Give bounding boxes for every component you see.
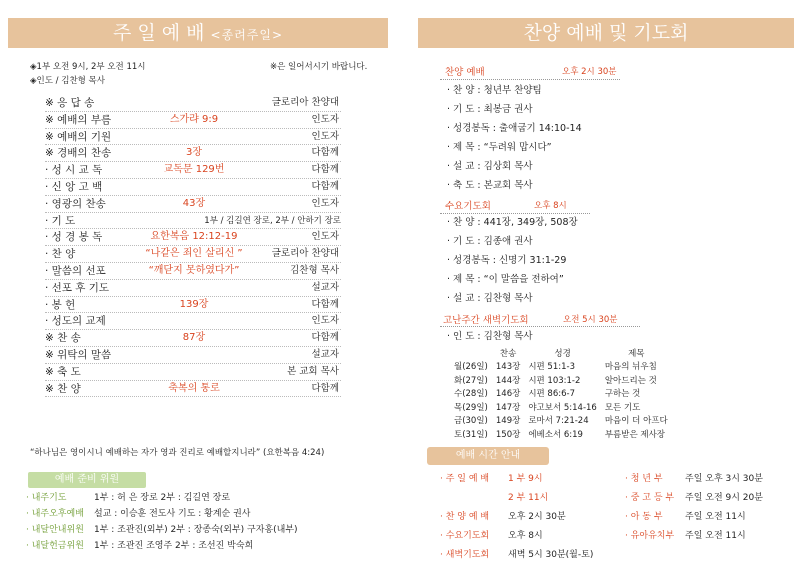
order-item-person: 인도자 <box>311 130 339 142</box>
wednesday-title: 수요기도회 <box>445 201 491 212</box>
scripture-quote: “하나님은 영이시니 예배하는 자가 영과 진리로 예배할지니라” (요한복음 4:24) <box>30 448 325 458</box>
wednesday-time: 오후 8시 <box>534 201 567 211</box>
schedule-label: · 수요기도회 <box>440 531 490 541</box>
order-item-name: ※ 찬 송 <box>45 332 81 345</box>
dawn-row <box>450 414 672 428</box>
schedule-time: 주일 오후 3시 30분 <box>685 474 763 484</box>
divider <box>440 79 620 80</box>
dawn-cell: 시편 86:6-7 <box>528 389 575 400</box>
order-item-name: · 찬 양 <box>45 248 76 261</box>
dawn-time: 오전 5시 30분 <box>563 315 618 325</box>
order-row <box>45 179 341 196</box>
service-item: · 성경봉독 : 출애굽기 14:10-14 <box>447 123 582 134</box>
order-row <box>45 213 341 230</box>
dawn-schedule <box>450 346 672 441</box>
order-item-name: · 신 앙 고 백 <box>45 180 103 193</box>
schedule-left <box>440 470 640 565</box>
committee-title: 예배 준비 위원 <box>28 472 146 488</box>
dawn-row <box>450 427 672 441</box>
committee-row <box>26 522 386 538</box>
order-item-person: 인도자 <box>311 315 339 327</box>
schedule-label: · 유아유치부 <box>625 531 675 541</box>
schedule-time: 주일 오전 9시 20분 <box>685 493 763 503</box>
schedule-row <box>440 527 640 546</box>
order-row <box>45 381 341 398</box>
banner-subtitle: <종려주일> <box>210 28 284 42</box>
order-item-person: 인도자 <box>311 231 339 243</box>
order-item-content: 43장 <box>182 197 206 209</box>
service-item: · 기 도 : 최봉금 권사 <box>447 104 533 115</box>
order-item-name: ※ 경배의 찬송 <box>45 147 112 160</box>
dawn-cell: 구하는 것 <box>604 389 641 400</box>
committee-row <box>26 506 386 522</box>
service-item: · 기 도 : 김종애 권사 <box>447 236 533 247</box>
committee-label: · 내달헌금위원 <box>26 541 84 551</box>
service-item: · 설 교 : 김상회 목사 <box>447 161 533 172</box>
order-item-name: ※ 예배의 기원 <box>45 130 112 143</box>
dawn-cell: 로마서 7:21-24 <box>528 416 589 427</box>
schedule-label: · 아 동 부 <box>625 512 663 522</box>
order-item-content: “나같은 죄인 살리신 ” <box>145 248 243 260</box>
schedule-row <box>625 508 795 527</box>
committee-row <box>26 538 386 554</box>
order-row <box>45 246 341 263</box>
dawn-cell: 모든 기도 <box>604 402 641 413</box>
order-item-name: · 성 경 봉 독 <box>45 231 103 244</box>
dawn-header-cell: 성경 <box>554 348 571 359</box>
order-row <box>45 297 341 314</box>
schedule-row <box>440 470 640 489</box>
order-row <box>45 364 341 381</box>
schedule-time: 주일 오전 11시 <box>685 531 746 541</box>
dawn-cell: 월(26일) <box>454 362 488 373</box>
order-item-name: ※ 찬 양 <box>45 382 81 395</box>
order-item-name: ※ 응 답 송 <box>45 97 95 109</box>
service-times: ◈1부 오전 9시, 2부 오전 11시 <box>30 62 146 72</box>
order-item-content: 87장 <box>182 332 206 344</box>
service-item: · 제 목 : “이 말씀을 전하여” <box>447 274 564 285</box>
order-item-name: · 성도의 교제 <box>45 315 106 328</box>
service-item: · 설 교 : 김찬형 목사 <box>447 293 533 304</box>
order-item-person: 인도자 <box>311 113 339 125</box>
order-row <box>45 347 341 364</box>
praise-title: 찬양 예배 <box>445 67 485 78</box>
schedule-label: · 주 일 예 배 <box>440 474 490 484</box>
dawn-cell: 알아드리는 것 <box>604 375 657 386</box>
committee-value: 1부 : 조관진(외부) 2부 : 장종숙(외부) 구자홍(내부) <box>94 525 298 535</box>
order-item-content: 요한복음 12:12-19 <box>150 231 238 243</box>
dawn-cell: 150장 <box>495 429 521 440</box>
order-row <box>45 162 341 179</box>
committee-label: · 내달안내위원 <box>26 525 84 535</box>
schedule-label: · 중 고 등 부 <box>625 493 675 503</box>
order-item-content: 1부 / 김길연 장로, 2부 / 안하기 장로 <box>204 215 341 226</box>
schedule-right <box>625 470 795 546</box>
order-item-name: · 영광의 찬송 <box>45 197 106 210</box>
dawn-cell: 수(28일) <box>454 389 488 400</box>
dawn-cell: 목(29일) <box>454 402 488 413</box>
schedule-time: 새벽 5시 30분(월-토) <box>508 550 594 560</box>
order-item-name: · 말씀의 선포 <box>45 264 106 277</box>
order-of-worship <box>45 95 341 397</box>
order-item-person: 다함께 <box>311 164 339 176</box>
order-row <box>45 95 341 112</box>
order-row <box>45 229 341 246</box>
schedule-row <box>625 489 795 508</box>
order-item-person: 인도자 <box>311 197 339 209</box>
dawn-cell: 금(30일) <box>454 416 488 427</box>
committee-value: 설교 : 이승훈 전도사 기도 : 황계순 권사 <box>94 509 251 519</box>
dawn-cell: 마음이 더 아프다 <box>604 416 668 427</box>
order-item-name: · 기 도 <box>45 214 76 227</box>
order-item-person: 글로리아 찬양대 <box>271 97 339 108</box>
order-item-name: · 봉 헌 <box>45 298 76 311</box>
order-row <box>45 145 341 162</box>
committee-value: 1부 : 허 은 장로 2부 : 김길연 장로 <box>94 493 231 503</box>
dawn-cell: 에베소서 6:19 <box>528 429 583 440</box>
schedule-row <box>440 508 640 527</box>
service-item: · 찬 양 : 441장, 349장, 508장 <box>447 217 578 228</box>
wednesday-items <box>447 213 578 308</box>
dawn-cell: 마음의 뉘우침 <box>604 362 657 373</box>
dawn-cell: 시편 51:1-3 <box>528 362 575 373</box>
standing-note: ※은 일어서시기 바랍니다. <box>270 62 368 72</box>
order-item-person: 본 교회 목사 <box>287 365 339 377</box>
schedule-row <box>625 470 795 489</box>
dawn-leader <box>447 327 533 346</box>
dawn-leader-text: · 인 도 : 김찬형 목사 <box>447 331 533 342</box>
dawn-cell: 147장 <box>495 402 521 413</box>
order-item-name: ※ 축 도 <box>45 365 81 378</box>
order-item-person: 다함께 <box>311 332 339 344</box>
schedule-label: · 찬 양 예 배 <box>440 512 490 522</box>
order-item-content: 스가랴 9:9 <box>169 113 219 125</box>
committee-list <box>26 490 386 554</box>
schedule-row <box>440 546 640 565</box>
banner-title: 주 일 예 배 <box>112 22 205 44</box>
order-item-person: 설교자 <box>311 281 339 293</box>
dawn-cell: 시편 103:1-2 <box>528 375 581 386</box>
order-row <box>45 280 341 297</box>
service-item: · 축 도 : 본교회 목사 <box>447 180 533 191</box>
order-item-person: 김찬형 목사 <box>290 264 339 276</box>
sunday-worship-banner <box>8 18 388 48</box>
schedule-time: 2 부 11시 <box>508 493 549 503</box>
dawn-row <box>450 400 672 414</box>
dawn-cell: 146장 <box>495 389 521 400</box>
dawn-cell: 부름받은 제사장 <box>604 429 666 440</box>
order-item-name: · 선포 후 기도 <box>45 281 110 294</box>
dawn-cell: 143장 <box>495 362 521 373</box>
order-item-person: 설교자 <box>311 348 339 360</box>
order-row <box>45 313 341 330</box>
dawn-header-cell: 찬송 <box>499 348 517 359</box>
order-item-name: ※ 위탁의 말씀 <box>45 348 112 361</box>
committee-row <box>26 490 386 506</box>
order-item-content: 3장 <box>185 147 203 159</box>
dawn-title: 고난주간 새벽기도회 <box>443 315 529 326</box>
schedule-row <box>440 489 640 508</box>
schedule-time: 오후 2시 30분 <box>508 512 566 522</box>
dawn-row <box>450 387 672 401</box>
committee-label: · 내주오후예배 <box>26 509 84 519</box>
dawn-table <box>450 346 672 441</box>
order-row <box>45 330 341 347</box>
leader-line: ◈인도 / 김찬형 목사 <box>30 76 105 86</box>
order-item-content: 139장 <box>179 298 209 310</box>
schedule-row <box>625 527 795 546</box>
schedule-title: 예배 시간 안내 <box>427 447 549 465</box>
order-item-name: ※ 예배의 부름 <box>45 113 112 126</box>
committee-label: · 내주기도 <box>26 493 67 503</box>
praise-banner: 찬양 예배 및 기도회 <box>418 18 794 48</box>
order-item-person: 다함께 <box>311 382 339 394</box>
dawn-header-cell: 제목 <box>628 348 645 359</box>
order-item-person: 다함께 <box>311 298 339 310</box>
dawn-cell: 144장 <box>495 375 521 386</box>
order-item-person: 다함께 <box>311 180 339 192</box>
dawn-cell: 토(31일) <box>454 429 488 440</box>
order-row <box>45 263 341 280</box>
order-row <box>45 112 341 129</box>
dawn-cell: 149장 <box>495 416 521 427</box>
schedule-time: 오후 8시 <box>508 531 543 541</box>
order-item-person: 글로리아 찬양대 <box>271 248 339 260</box>
order-item-person: 다함께 <box>311 147 339 159</box>
schedule-label: · 청 년 부 <box>625 474 663 484</box>
dawn-row <box>450 360 672 374</box>
praise-items <box>447 81 582 195</box>
committee-value: 1부 : 조관진 조영주 2부 : 조선진 박숙희 <box>94 541 254 551</box>
order-item-content: 교독문 129번 <box>163 164 225 176</box>
order-row <box>45 129 341 146</box>
order-item-content: 축복의 통로 <box>168 382 220 394</box>
order-item-content: “깨닫지 못하였다가” <box>148 264 240 276</box>
schedule-time: 1 부 9시 <box>508 474 543 484</box>
dawn-cell: 야고보서 5:14-16 <box>528 402 597 413</box>
schedule-time: 주일 오전 11시 <box>685 512 746 522</box>
dawn-row <box>450 373 672 387</box>
order-item-name: · 성 시 교 독 <box>45 164 103 177</box>
dawn-header-row <box>450 346 672 360</box>
order-row <box>45 196 341 213</box>
service-item: · 제 목 : “두려워 맙시다” <box>447 142 552 153</box>
service-item: · 찬 양 : 청년부 찬양팀 <box>447 85 542 96</box>
service-item: · 성경봉독 : 신명기 31:1-29 <box>447 255 567 266</box>
schedule-label: · 새벽기도회 <box>440 550 490 560</box>
praise-time: 오후 2시 30분 <box>562 67 617 77</box>
dawn-cell: 화(27일) <box>454 375 488 386</box>
dawn-header-cell <box>450 346 492 360</box>
